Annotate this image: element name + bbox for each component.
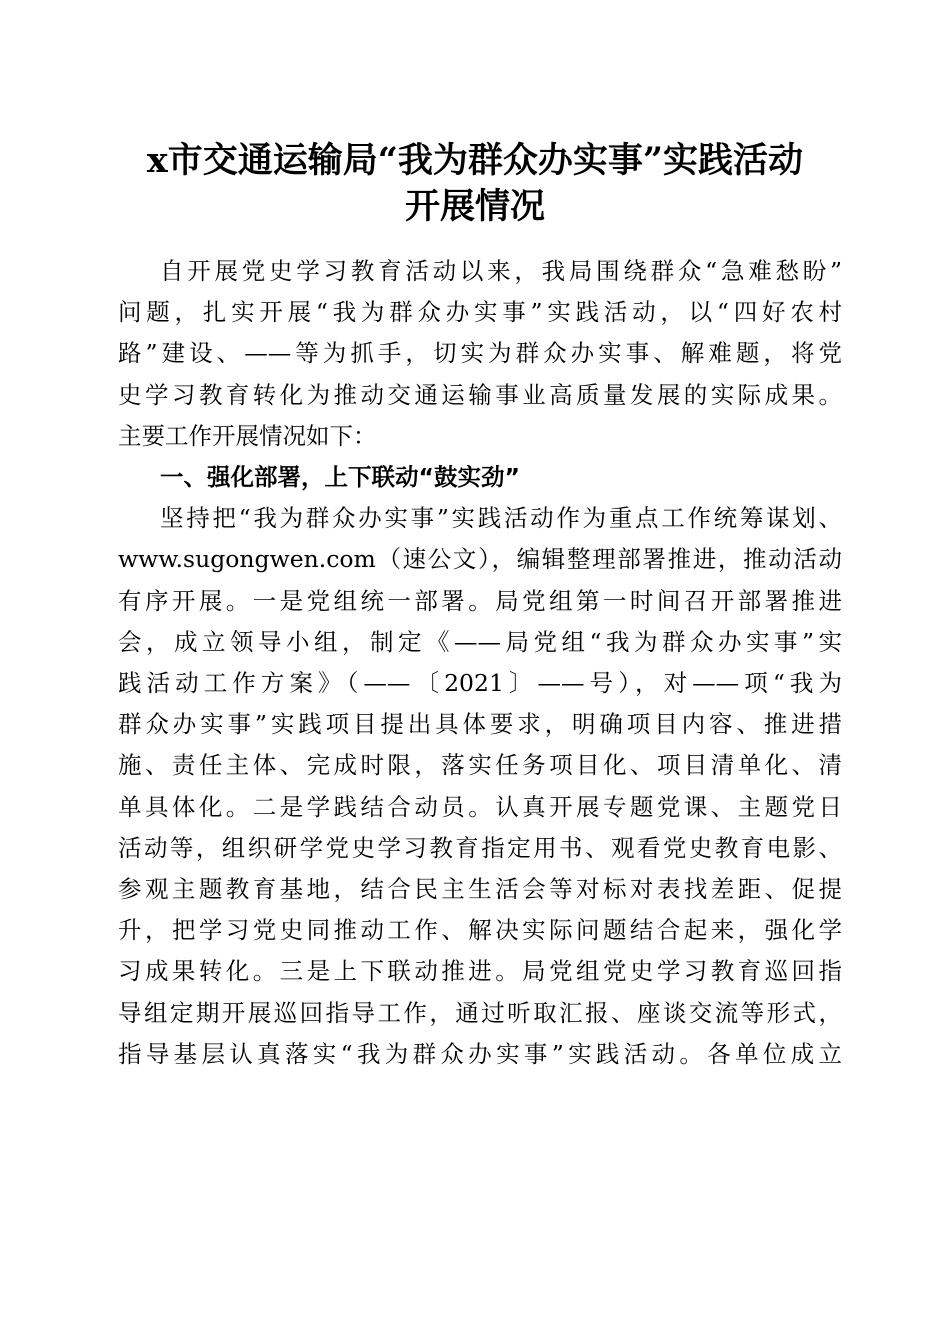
body-text-line: 施、责任主体、完成时限，落实任务项目化、项目清单化、清 [118, 751, 842, 780]
section-heading: 一、强化部署，上下联动“鼓实劲” [160, 463, 520, 491]
body-text-line: 参观主题教育基地，结合民主生活会等对标对表找差距、促提 [118, 875, 842, 903]
body-text-line: 活动等，组织研学党史学习教育指定用书、观看党史教育电影、 [118, 833, 842, 862]
body-text-line: 问题，扎实开展“我为群众办实事”实践活动，以“四好农村 [118, 298, 842, 327]
body-text-line: 自开展党史学习教育活动以来，我局围绕群众“急难愁盼” [160, 257, 842, 285]
body-text-line: 习成果转化。三是上下联动推进。局党组党史学习教育巡回指 [118, 957, 842, 986]
body-text-line: 升，把学习党史同推动工作、解决实际问题结合起来，强化学 [118, 916, 842, 945]
body-text-line: 坚持把“我为群众办实事”实践活动作为重点工作统筹谋划、 [160, 504, 842, 533]
body-text-line: 群众办实事”实践项目提出具体要求，明确项目内容、推进措 [118, 710, 842, 739]
document-title-line-1: x市交通运输局“我为群众办实事”实践活动 [146, 140, 804, 181]
body-text-line: 主要工作开展情况如下： [118, 421, 377, 450]
body-text-line: 史学习教育转化为推动交通运输事业高质量发展的实际成果。 [118, 380, 842, 409]
body-text-line: 路”建设、——等为抓手，切实为群众办实事、解难题，将党 [118, 339, 842, 368]
body-text-line: 有序开展。一是党组统一部署。局党组第一时间召开部署推进 [118, 586, 842, 615]
body-text-line: 导组定期开展巡回指导工作，通过听取汇报、座谈交流等形式， [118, 998, 842, 1027]
body-text-line: www.sugongwen.com（速公文），编辑整理部署推进，推动活动 [118, 545, 842, 574]
body-text-line: 指导基层认真落实“我为群众办实事”实践活动。各单位成立 [118, 1039, 842, 1068]
body-text-line: 会，成立领导小组，制定《——局党组“我为群众办实事”实 [118, 627, 842, 656]
body-text-line: 单具体化。二是学践结合动员。认真开展专题党课、主题党日 [118, 792, 842, 821]
document-title-line-2: 开展情况 [404, 186, 545, 227]
body-text-line: 践活动工作方案》（——〔2021〕——号），对——项“我为 [118, 669, 842, 697]
